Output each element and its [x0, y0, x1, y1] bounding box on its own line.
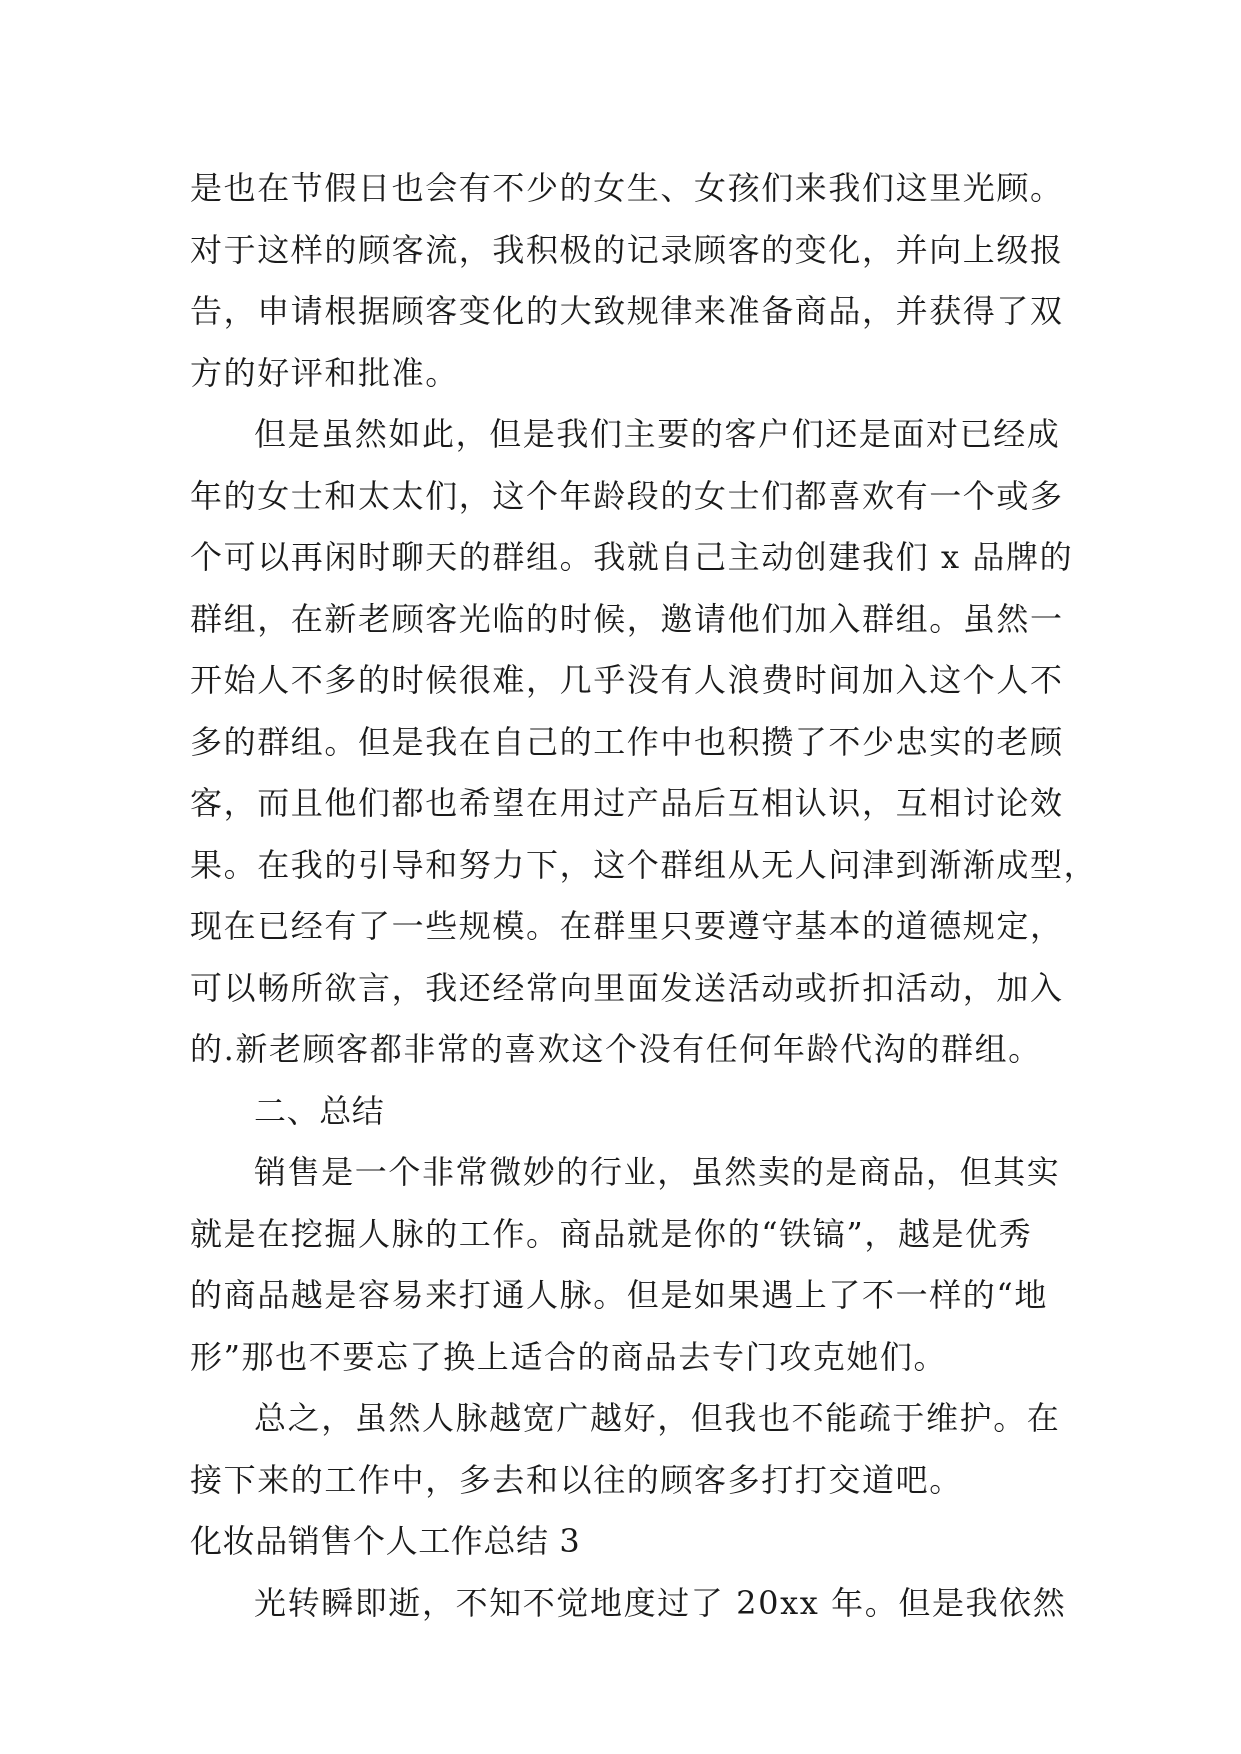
article-title: 化妆品销售个人工作总结 3	[190, 1522, 581, 1560]
text-line: 可以畅所欲言，我还经常向里面发送活动或折扣活动，加入	[190, 968, 1064, 1007]
text-line: 现在已经有了一些规模。在群里只要遵守基本的道德规定，	[190, 907, 1064, 945]
text-line: 的商品越是容易来打通人脉。但是如果遇上了不一样的“地	[190, 1276, 1048, 1314]
paragraph-start-line: 但是虽然如此，但是我们主要的客户们还是面对已经成	[254, 415, 1061, 453]
text-line: 的.新老顾客都非常的喜欢这个没有任何年龄代沟的群组。	[190, 1030, 1042, 1068]
section-heading-summary: 二、总结	[254, 1091, 385, 1130]
text-line: 对于这样的顾客流，我积极的记录顾客的变化，并向上级报	[190, 230, 1064, 269]
text-line: 年的女士和太太们，这个年龄段的女士们都喜欢有一个或多	[190, 476, 1064, 515]
text-line: 多的群组。但是我在自己的工作中也积攒了不少忠实的老顾	[190, 722, 1064, 761]
paragraph-start-line: 光转瞬即逝，不知不觉地度过了 20xx 年。但是我依然	[254, 1583, 1067, 1622]
paragraph-start-line: 销售是一个非常微妙的行业，虽然卖的是商品，但其实	[254, 1153, 1061, 1191]
paragraph-start-line: 总之，虽然人脉越宽广越好，但我也不能疏于维护。在	[254, 1399, 1061, 1437]
text-line: 个可以再闲时聊天的群组。我就自己主动创建我们 x 品牌的	[190, 538, 1074, 576]
text-line: 是也在节假日也会有不少的女生、女孩们来我们这里光顾。	[190, 169, 1064, 207]
text-line: 形”那也不要忘了换上适合的商品去专门攻克她们。	[190, 1337, 948, 1376]
text-line: 接下来的工作中，多去和以往的顾客多打打交道吧。	[190, 1460, 963, 1499]
document-body	[190, 158, 1098, 1634]
text-line: 方的好评和批准。	[190, 353, 459, 392]
text-line: 告，申请根据顾客变化的大致规律来准备商品，并获得了双	[190, 292, 1064, 330]
text-line: 果。在我的引导和努力下，这个群组从无人问津到渐渐成型，	[190, 845, 1098, 884]
text-line: 开始人不多的时候很难，几乎没有人浪费时间加入这个人不	[190, 661, 1064, 699]
text-line: 就是在挖掘人脉的工作。商品就是你的“铁镐”，越是优秀	[190, 1214, 1033, 1253]
text-line: 客，而且他们都也希望在用过产品后互相认识，互相讨论效	[190, 784, 1064, 822]
text-line: 群组，在新老顾客光临的时候，邀请他们加入群组。虽然一	[190, 599, 1064, 638]
